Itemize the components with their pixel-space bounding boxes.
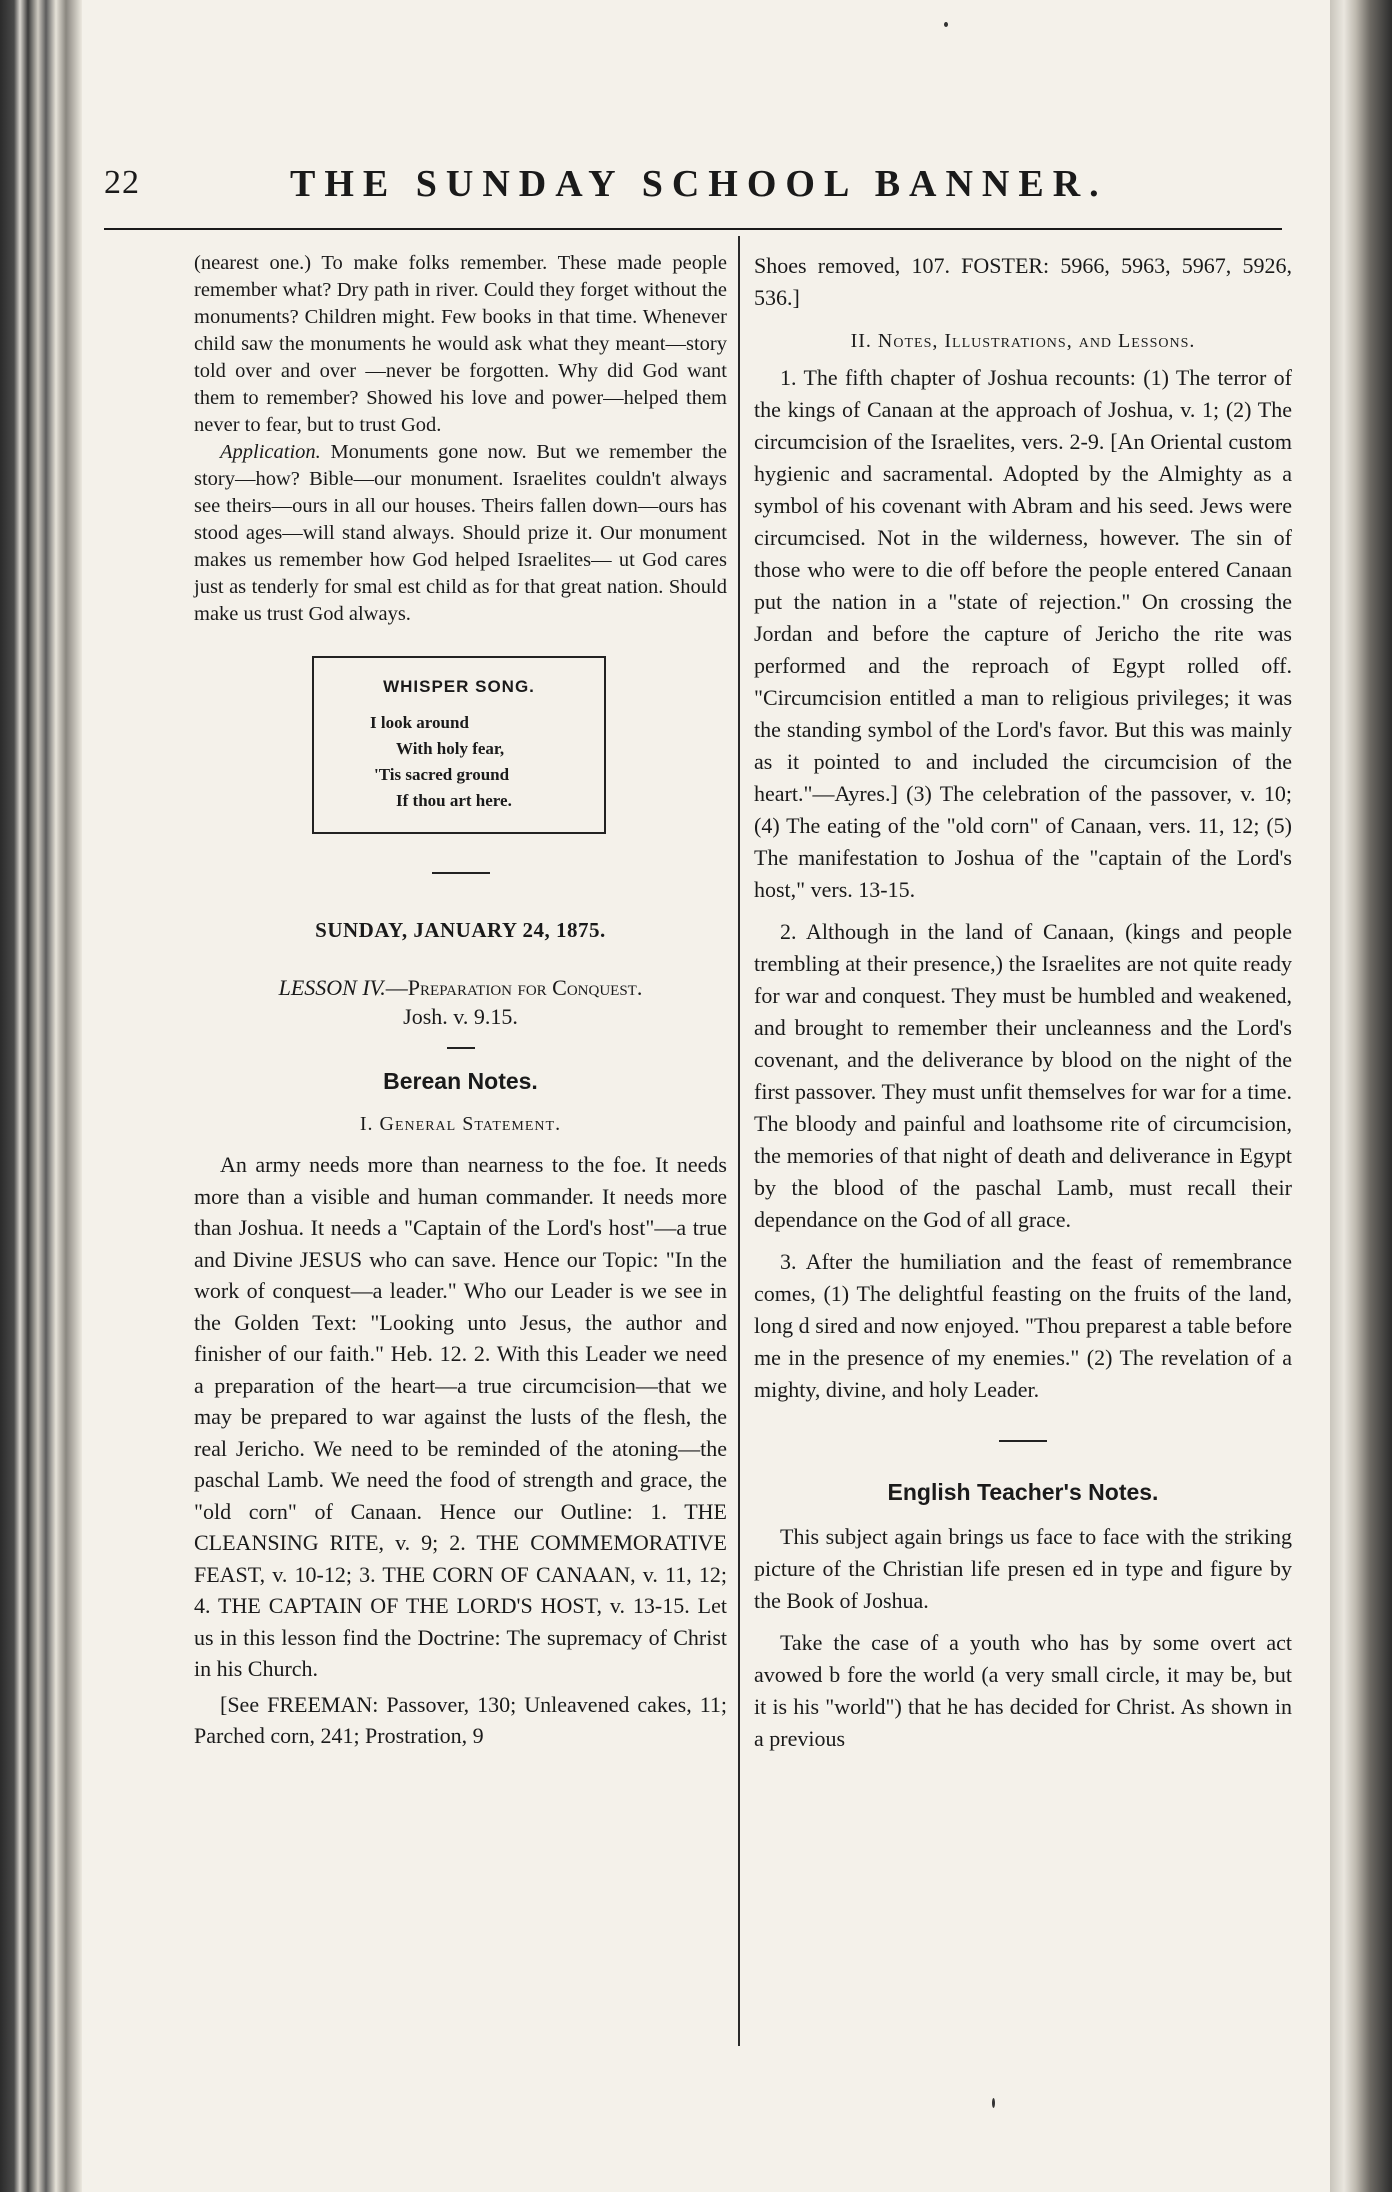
- lesson-date: SUNDAY, JANUARY 24, 1875.: [315, 918, 606, 942]
- reference-continuation: Shoes removed, 107. FOSTER: 5966, 5963, 5967, 5926, 536.]: [754, 253, 1292, 310]
- page-number: 22: [104, 164, 140, 201]
- lesson-continuation-paragraph: (nearest one.) To make folks remember. These made people remember what? Dry path in river. Could they forget without the monuments? Children might. Few books in that time. Whenever child saw the monuments he would ask what they meant—story told over and over —never be forgotten. Why did God want them to remember? Showed his love and power—helped them never to fear, but to trust God.: [194, 252, 727, 436]
- application-label: Application.: [220, 441, 321, 463]
- notes-heading: II. Notes, Illustrations, and Lessons.: [850, 330, 1196, 352]
- general-statement-heading: I. General Statement.: [359, 1113, 562, 1135]
- freeman-reference: [See FREEMAN: Passover, 130; Unleavened cakes, 11; Parched corn, 241; Prostration, 9: [194, 1691, 727, 1748]
- english-note-1: This subject again brings us face to face with the striking picture of the Christian life presen ed in type and figure by the Book of Joshua.: [754, 1524, 1292, 1613]
- general-statement-paragraph: An army needs more than nearness to the foe. It needs more than a visible and human commander. It needs more than Joshua. It needs a "Captain of the Lord's host"—a true and Divine JESUS who can save. Hence our Topic: "In the work of conquest—a leader." Who our Leader is we see in the Golden Text: "Looking unto Jesus, the author and finisher of our faith." Heb. 12. 2. With this Leader we need a preparation of the heart—a true circumcision—that we may be prepared to war against the lusts of the flesh, the real Jericho. We need to be reminded of the atoning—the paschal Lamb. We need the food of strength and grace, the "old corn" of Canaan. Hence our Outline: 1. THE CLEANSING RITE, v. 9; 2. THE COMMEMORATIVE FEAST, v. 10-12; 3. THE CORN OF CANAAN, v. 11, 12; 4. THE CAPTAIN OF THE LORD'S HOST, v. 13-15. Let us in this lesson find the Doctrine: The supremacy of Christ in his Church.: [194, 1152, 727, 1681]
- paper-speck: [944, 22, 948, 27]
- page-header: [104, 160, 1284, 220]
- section-rule: [999, 1440, 1047, 1442]
- note-3: 3. After the humiliation and the feast of remembrance comes, (1) The delightful feasting on the fruits of the land, long d sired and now enjoyed. "Thou preparest a table before me in the presence of my enemies." (2) The revelation of a mighty, divine, and holy Leader.: [754, 1249, 1292, 1402]
- english-note-2: Take the case of a youth who has by some overt act avowed b fore the world (a very small circle, it may be, but it is his "world") that he has decided for Christ. As shown in a previous: [754, 1630, 1292, 1751]
- note-1: 1. The fifth chapter of Joshua recounts: (1) The terror of the kings of Canaan at the approach of Joshua, v. 1; (2) The circumcision of the Israelites, vers. 2-9. [An Oriental custom hygienic and sacramental. Adopted by the Almighty as a symbol of his covenant with Abram and his seed. Jews were circumcised. Not in the wilderness, however. The sin of those who were to die off before the people entered Canaan put the nation in a "state of rejection." On crossing the Jordan and before the capture of Jericho the rite was performed and the reproach of Egypt rolled off. "Circumcision entitled a man to religious privileges; it was the standing symbol of the Lord's favor. But this was mainly as it pointed to and included the circumcision of the heart."—Ayres.] (3) The celebration of the passover, v. 10; (4) The eating of the "old corn" of Canaan, vers. 11, 12; (5) The manifestation to Joshua of the "captain of the Lord's host," vers. 13-15.: [754, 365, 1292, 902]
- small-rule: [447, 1047, 475, 1049]
- book-binding-right: [1330, 0, 1392, 2192]
- paper-speck: [992, 2098, 995, 2108]
- application-text: Monuments gone now. But we remember the story—how? Bible—our monument. Israelites couldn't always see theirs—ours in all our houses. Theirs fallen down—ours has stood ages—will stand always. Should prize it. Our monument makes us remember how God helped Israelites— ut God cares just as tenderly for smal est child as for that great nation. Should make us trust God always.: [194, 441, 727, 625]
- running-title: THE SUNDAY SCHOOL BANNER.: [290, 163, 1108, 205]
- song-line: I look around: [370, 713, 469, 732]
- lesson-subject: —Preparation for Conquest.: [385, 975, 643, 1000]
- left-column: [194, 250, 727, 1752]
- right-column: [754, 250, 1292, 1755]
- song-line: If thou art here.: [396, 791, 512, 810]
- song-line: With holy fear,: [396, 739, 505, 758]
- lesson-number: LESSON IV.: [278, 975, 386, 1000]
- song-line: 'Tis sacred ground: [374, 765, 510, 784]
- lesson-title: [194, 973, 727, 1002]
- berean-notes-title: Berean Notes.: [383, 1068, 538, 1094]
- column-divider: [738, 236, 740, 2046]
- english-notes-title: English Teacher's Notes.: [887, 1479, 1159, 1505]
- whisper-song-box: [312, 656, 606, 834]
- lesson-reference: Josh. v. 9.15.: [403, 1004, 518, 1029]
- header-rule: [104, 228, 1282, 230]
- note-2: 2. Although in the land of Canaan, (kings and people trembling at their presence,) the Israelites are not quite ready for war and conquest. They must be humbled and weakened, and brought to remember their uncleanness and the Lord's covenant, and the deliverance by blood on the night of the first passover. They must unfit themselves for war for a time. The bloody and painful and loathsome rite of circumcision, the memories of that night of death and deliverance in Egypt by the blood of the paschal Lamb, must recall their dependance on the God of all grace.: [754, 919, 1292, 1232]
- whisper-song-title: WHISPER SONG.: [383, 677, 535, 696]
- book-binding-left: [0, 0, 82, 2192]
- section-rule: [432, 872, 490, 874]
- application-paragraph: [194, 439, 727, 628]
